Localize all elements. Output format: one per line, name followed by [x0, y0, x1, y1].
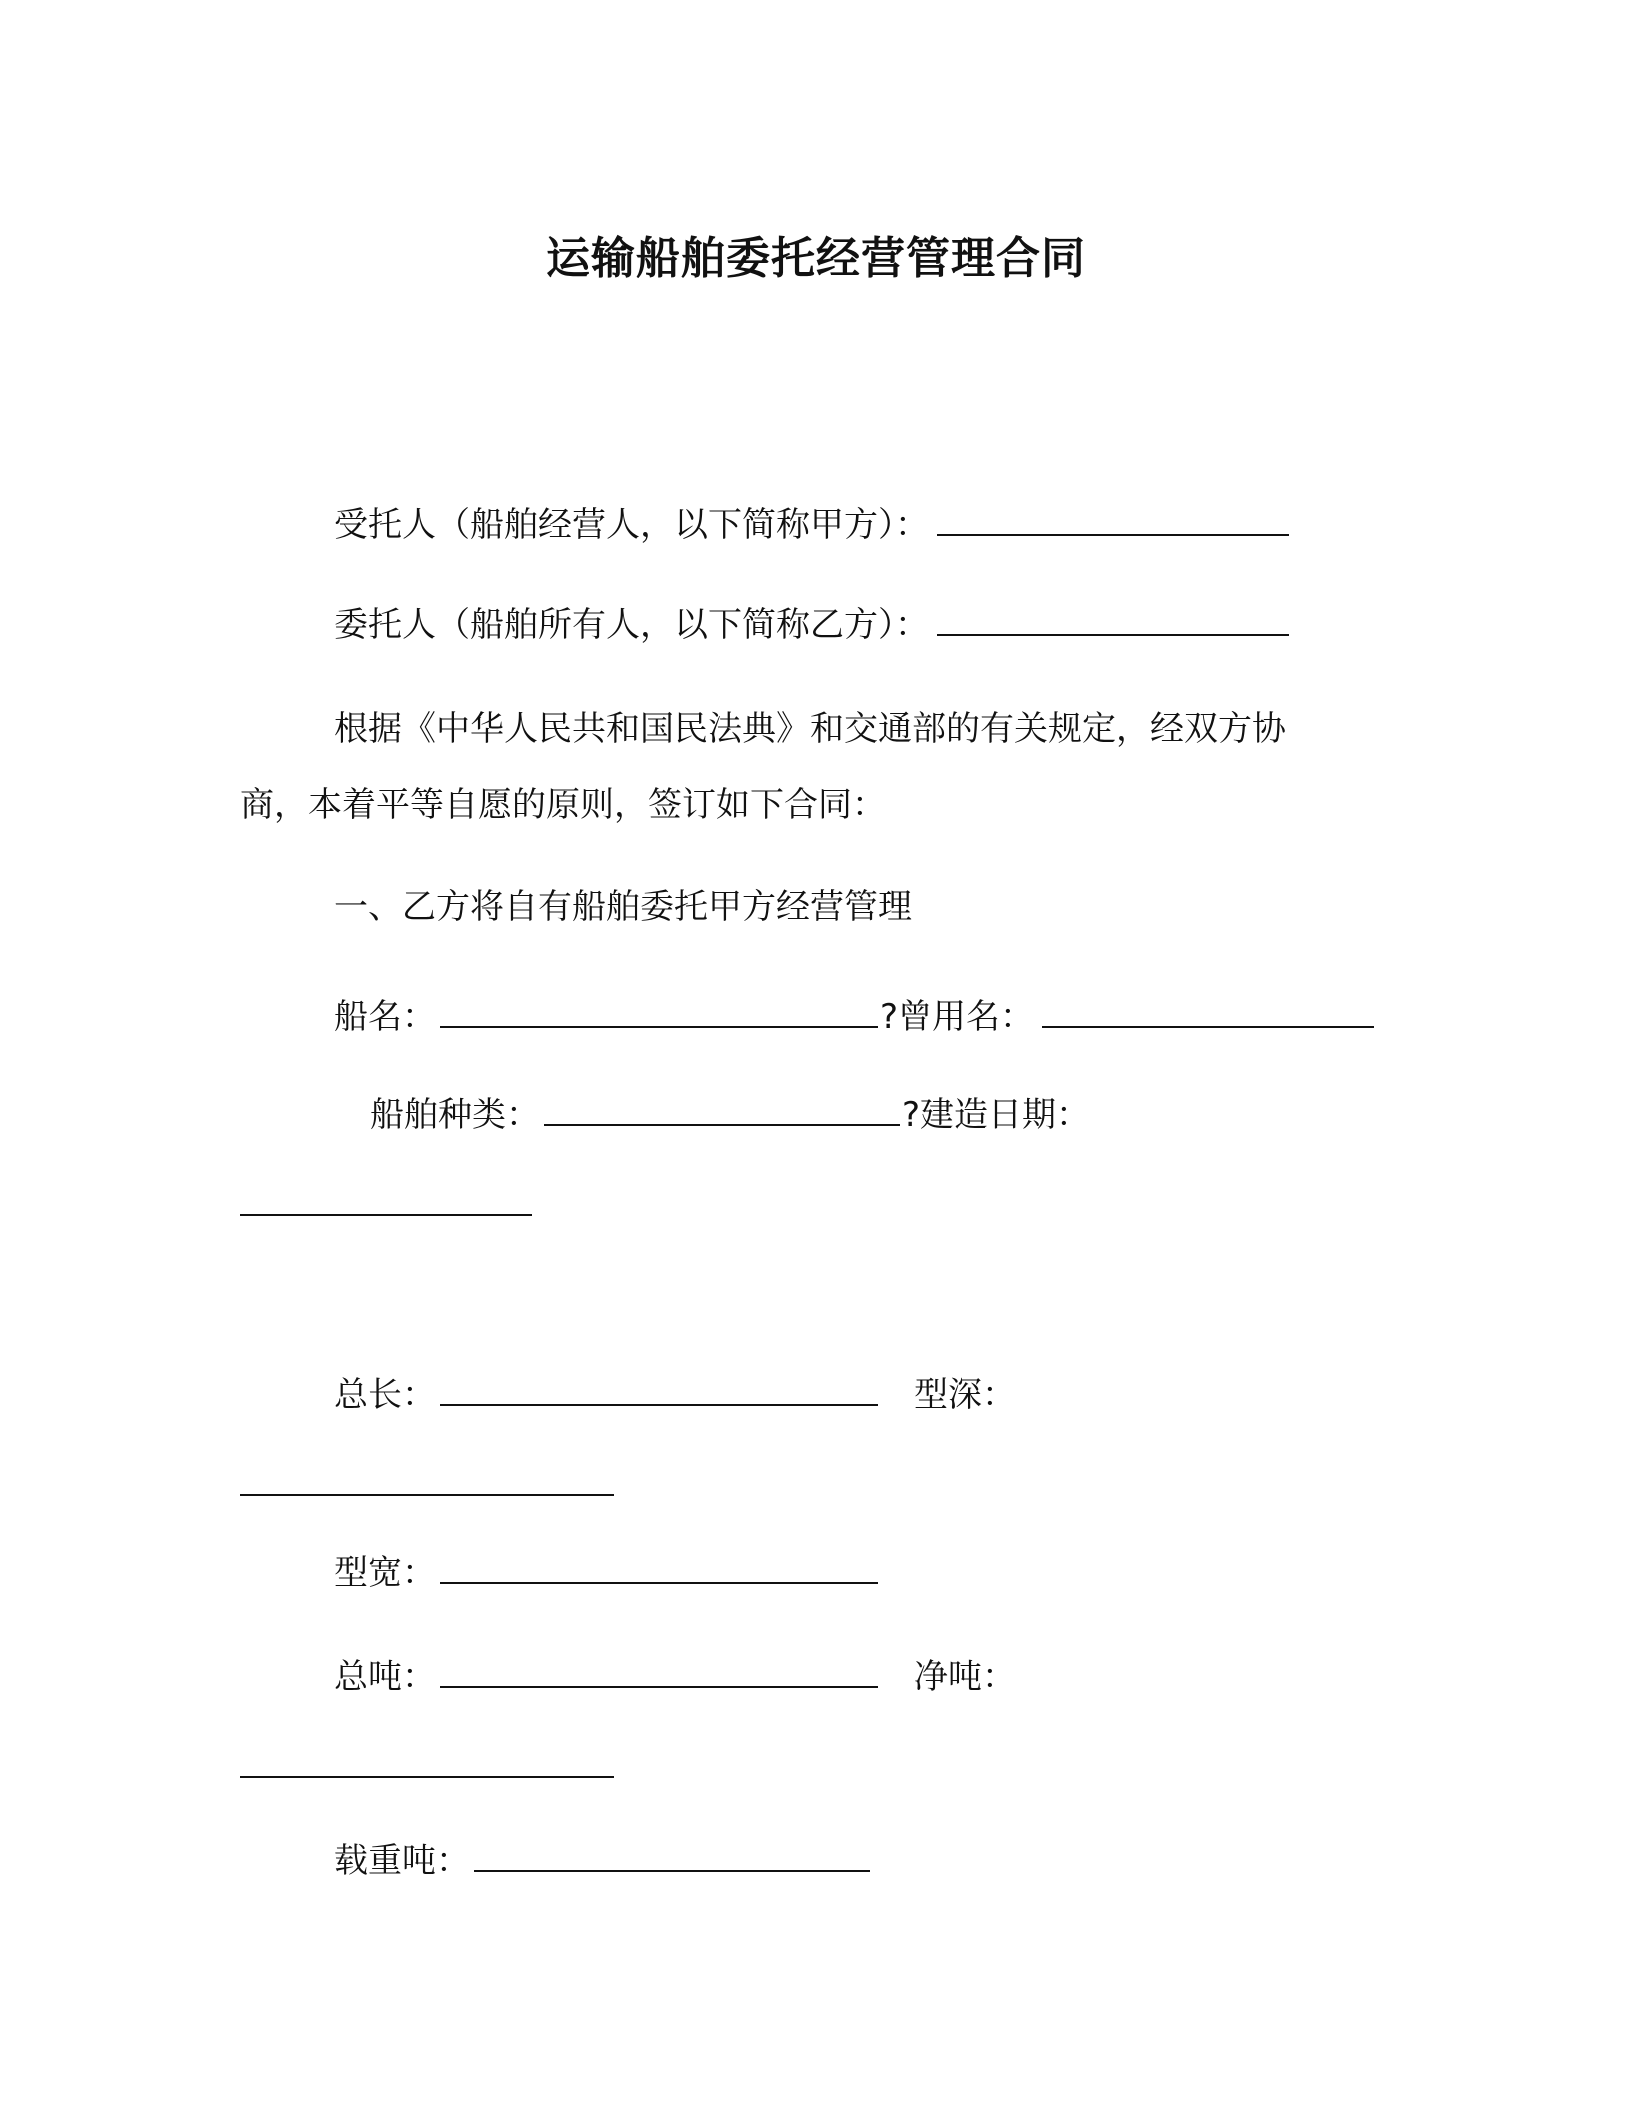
gross-tonnage-line — [334, 1657, 1016, 1697]
overall-length-label: 总长： — [334, 1375, 436, 1415]
gross-tonnage-blank[interactable] — [440, 1685, 878, 1688]
moulded-breadth-blank[interactable] — [440, 1581, 878, 1584]
ship-name-label: 船名： — [334, 997, 436, 1037]
moulded-depth-blank[interactable] — [240, 1494, 614, 1496]
preamble-line-2: 商，本着平等自愿的原则，签订如下合同： — [240, 785, 886, 825]
build-date-label: ?建造日期： — [902, 1095, 1091, 1135]
entrustor-line — [334, 605, 1289, 645]
overall-length-line — [334, 1375, 1016, 1415]
net-tonnage-blank[interactable] — [240, 1776, 614, 1778]
ship-name-line — [334, 997, 1374, 1037]
document-title: 运输船舶委托经营管理合同 — [546, 233, 1086, 284]
moulded-breadth-line — [334, 1553, 878, 1593]
ship-type-blank[interactable] — [544, 1123, 900, 1126]
deadweight-label: 载重吨： — [334, 1841, 470, 1881]
former-name-blank[interactable] — [1042, 1025, 1374, 1028]
ship-type-label: 船舶种类： — [370, 1095, 540, 1135]
ship-name-blank[interactable] — [440, 1025, 878, 1028]
entrustor-label: 委托人（船舶所有人，以下简称乙方）： — [334, 605, 929, 645]
deadweight-line — [334, 1841, 870, 1881]
trustee-blank[interactable] — [937, 533, 1289, 536]
overall-length-blank[interactable] — [440, 1403, 878, 1406]
section-1-heading: 一、乙方将自有船舶委托甲方经营管理 — [334, 887, 912, 927]
former-name-label: ?曾用名： — [880, 997, 1035, 1037]
trustee-line — [334, 505, 1289, 545]
build-date-blank[interactable] — [240, 1214, 532, 1216]
net-tonnage-label: 净吨： — [914, 1657, 1016, 1697]
ship-type-line — [370, 1095, 1091, 1135]
entrustor-blank[interactable] — [937, 633, 1289, 636]
deadweight-blank[interactable] — [474, 1869, 870, 1872]
trustee-label: 受托人（船舶经营人，以下简称甲方）： — [334, 505, 929, 545]
gross-tonnage-label: 总吨： — [334, 1657, 436, 1697]
moulded-breadth-label: 型宽： — [334, 1553, 436, 1593]
moulded-depth-label: 型深： — [914, 1375, 1016, 1415]
preamble-line-1: 根据《中华人民共和国民法典》和交通部的有关规定，经双方协 — [334, 709, 1286, 749]
